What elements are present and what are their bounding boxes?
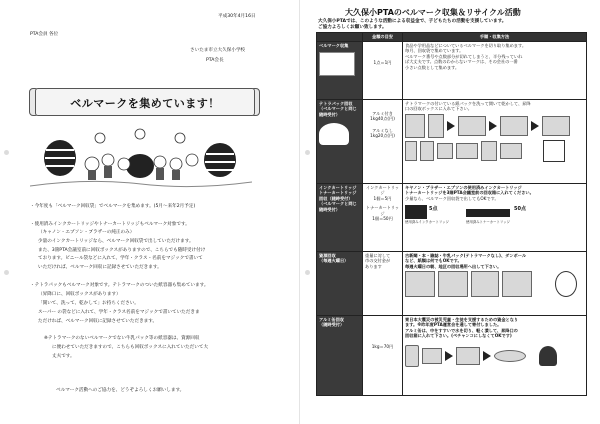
header-category [317, 33, 363, 42]
table-row [317, 42, 587, 100]
tetra-products [405, 140, 584, 162]
line-13: ※テトラマークのないベルマークでない牛乳パック等の紙容器は、資源回収 [44, 336, 200, 341]
right-title: 大久保小PTAのベルマーク収集＆リサイクル活動 [345, 8, 521, 17]
banner-title: ベルマークを集めています！ [70, 97, 220, 110]
washing-icon [458, 116, 486, 136]
arrow-icon [445, 351, 453, 361]
line-3: （キャノン・エプソン・ブラザーの純正のみ） [38, 230, 135, 235]
bellmark-sample-icon [319, 52, 355, 76]
intro-line-2: ご協力よろしくお願い致します。 [318, 25, 387, 30]
row-category: テトラパック回収 （ベルマークと同じ 随時受付） [317, 100, 363, 184]
row-standard: インクカートリッジ 1個＝5円 トナーカートリッジ 1個＝50円 [363, 184, 403, 252]
toner-cartridge-icon: 50点 使用済みトナーカートリッジ [466, 206, 526, 225]
milk-carton-icon [471, 271, 499, 297]
line-9: （昇降口に、回収ボックスがあります） [38, 292, 121, 297]
header-standard: 金額の目安 [363, 33, 403, 42]
row-category: インクカートリッジ トナーカートリッジ 回収（随時受付） （ベルマークと同じ 随時受付） [317, 184, 363, 252]
cartridge-pictures [405, 203, 584, 225]
arrow-icon [489, 121, 497, 131]
juice-box-icon [500, 143, 522, 159]
character-icon [555, 271, 577, 297]
header-method: 手順・収集方法 [403, 33, 587, 42]
table-row [317, 252, 587, 316]
ink-cartridge-icon: 5点 使用済みインクカートリッジ [405, 206, 449, 225]
crush-icon [456, 347, 480, 365]
newspaper-bundle-icon [405, 271, 435, 297]
row-standard: 重量に対して 市の交付金が あります [363, 252, 403, 316]
juice-box-icon [405, 141, 417, 161]
bell-character-icon [319, 123, 349, 145]
row-standard: 1kg＝70円 [363, 316, 403, 396]
bell-character-icon [539, 346, 557, 366]
arrow-icon [483, 351, 491, 361]
row-category: 資源回収 （毎週火曜日） [317, 252, 363, 316]
table-row [317, 100, 587, 184]
bellmark-illustration [30, 120, 252, 192]
row-category: ベルマーク収集 [317, 42, 363, 100]
arrow-icon [447, 121, 455, 131]
table-header-row [317, 33, 587, 42]
carton-icon [405, 114, 425, 138]
can-icon [405, 345, 419, 367]
table-row [317, 316, 587, 396]
carton-icon [428, 114, 444, 138]
rinse-icon [422, 348, 442, 364]
banner [35, 88, 255, 116]
juice-box-icon [437, 143, 453, 159]
line-12: ただければ、ベルマーク回収に記録させていただきます。 [38, 319, 158, 324]
row-method: テトラマークの付いている紙パックを洗って開いて乾かして、昇降 口の回収ボックスに入れて下さい。 [403, 100, 587, 184]
intro-line-1: 大久保小PTAでは、このような活動による収益金で、子どもたちの活動を支援しています。 [318, 19, 507, 24]
row-standard: 1点＝1円 [363, 42, 403, 100]
juice-box-icon [420, 141, 434, 161]
line-14: に便わせていただきますので、こちらも回収ボックスに入れていただいて大 [52, 345, 209, 350]
juice-box-icon [481, 141, 497, 161]
line-10: 「開いて、洗って、乾かして」お持ちください。 [38, 301, 139, 306]
arrow-icon [531, 121, 539, 131]
tetra-steps [405, 114, 584, 138]
activity-table [316, 32, 587, 396]
recipient: PTA会員 各位 [30, 32, 59, 37]
line-2: ・使用済みインクカートリッジやトナーカートリッジもベルマーク対象です。 [30, 222, 190, 227]
can-steps [405, 345, 584, 367]
row-method: 古新聞・本・雑誌・牛乳パック(テトラマークなし)、ダンボール など、紙類は何でもOKです。 毎週火曜日の朝、地区の回収場所へ出して下さい。 [403, 252, 587, 316]
magazine-bundle-icon [438, 271, 468, 297]
flattened-can-icon [494, 350, 526, 362]
row-method: 東日本大震災の被災児童・生徒を支援するための資金となり ます。※昨年度PTA運営会を通して寄付しました。 アルミ缶は、中をすすいで水を切り、軽く潰して、昇降口の 回収箱に入れて下さい。(ペチャンコにしなくてOKです) [403, 316, 587, 396]
line-5: また、3箇PTA会議室前に回収ボックスがありますので、こちらでも随時受け付け [38, 248, 206, 253]
cardboard-icon [502, 271, 532, 297]
row-category: アルミ缶回収 （随時受付） [317, 316, 363, 396]
line-7: いただければ、ベルマーク回収に記録させていただきます。 [38, 265, 162, 270]
sender-role: PTA会長 [206, 58, 224, 63]
line-8: ・テトラパックもベルマーク対象です。テトラマークのついた紙容器も集めています。 [30, 283, 209, 288]
line-15: 丈夫です。 [52, 354, 75, 359]
tetra-mark-icon [543, 140, 565, 162]
date: 平成30年4月16日 [218, 14, 256, 19]
opened-carton-icon [500, 116, 528, 136]
row-standard: アルミ付き 1kg40点(円) アルミなし 1kg20点(円) [363, 100, 403, 184]
bundle-icon [542, 116, 570, 136]
juice-box-icon [456, 143, 478, 159]
row-method: 食品や学用品などについているベルマークを切り取り集めます。 毎月、回収袋で集めています。 ベルマーク番号や点数部分が切れてしまうと、半分残っていれ ば大丈夫です。点数のわからないマークは、その会社の一番 小さい点数として集めます。 [403, 42, 587, 100]
line-6: ております。ビニール袋などに入れて、学年・クラス・名前をマジックで書いて [38, 256, 203, 261]
line-1: ・今年度も「ベルマーク回収袋」でベルマークを集めます。(5月～来年2月予定) [30, 204, 196, 209]
sender-org: さいたま市立大久保小学校 [190, 48, 246, 53]
paper-pictures [405, 271, 584, 297]
closing-line: ベルマーク活動へのご協力を、どうぞよろしくお願いします。 [56, 388, 185, 393]
row-method: キヤノン・ブラザー・エプソンの使用済みインクカートリッジ トナーカートリッジを3階PTA会議室前の回収箱に入れてください。 少量なら、ベルマーク回収袋で出してもOKです。 5点 使用済みインクカートリッジ 50点 使用済みトナーカートリッジ [403, 184, 587, 252]
line-4: 少量のインクカートリッジなら、ベルマーク回収袋で出していただけます。 [38, 239, 194, 244]
line-11: スーパー の袋などに入れて、学年・クラス名前をマジックで書いていただきま [38, 310, 200, 315]
table-row [317, 184, 587, 252]
